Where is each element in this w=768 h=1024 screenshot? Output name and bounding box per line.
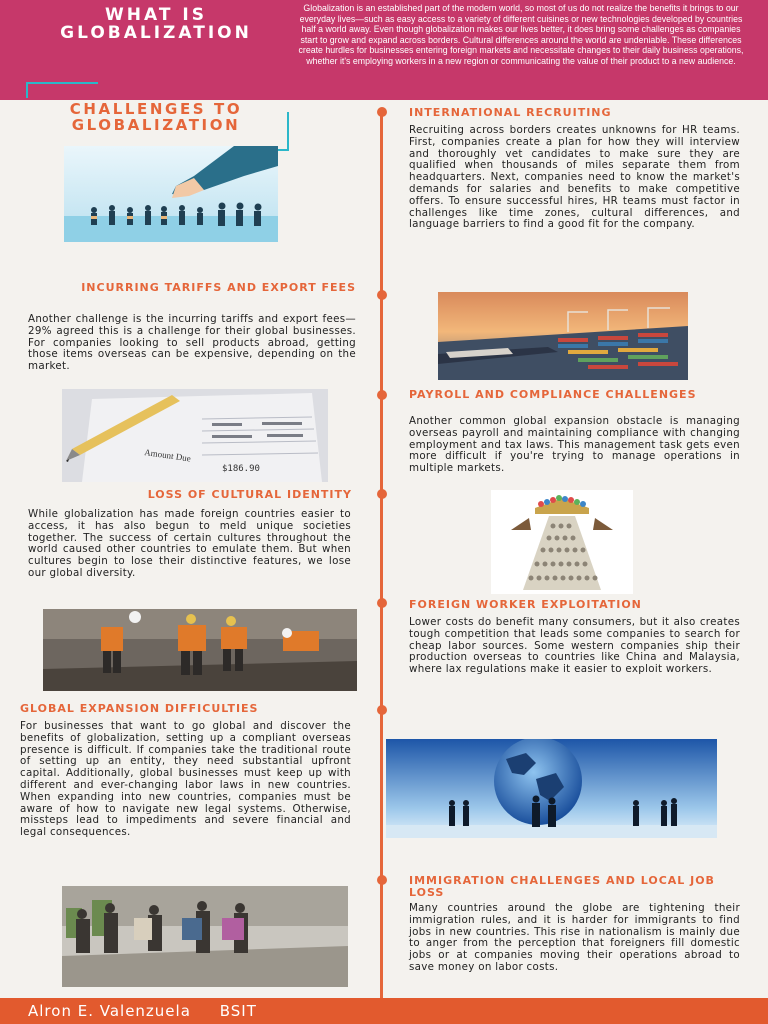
cyan-accent-vertical-right	[287, 112, 289, 150]
timeline-dot	[377, 489, 387, 499]
page-title	[22, 6, 290, 42]
cyan-accent-vertical-left	[26, 82, 28, 98]
main-title	[26, 101, 286, 133]
body-international-recruiting: Recruiting across borders creates unknowns for HR teams. First, companies create a plan for how they will interview and thoroughly vet candidates to make sure they are qualified when thousands of miles separate them from headquarters. Next, companies need to know the market's demands for salaries and benefits to make competitive offers. To ensure successful hires, HR teams must factor in challenges like time zones, cultural differences, and language barriers to find a good fit for the company.	[409, 124, 740, 231]
timeline-dot	[377, 390, 387, 400]
header-banner	[0, 0, 768, 100]
timeline-dot	[377, 290, 387, 300]
timeline-dot	[377, 598, 387, 608]
body-payroll: Another common global expansion obstacle is managing overseas payroll and maintaining compliance with changing employment and tax laws. This management task gets even more difficult if you're trying to manage operations in multiple markets.	[409, 415, 740, 475]
heading-cultural-identity: LOSS OF CULTURAL IDENTITY	[147, 488, 352, 501]
heading-international-recruiting: INTERNATIONAL RECRUITING	[409, 106, 612, 119]
heading-worker-exploitation: FOREIGN WORKER EXPLOITATION	[409, 598, 642, 611]
intro-paragraph: Globalization is an established part of the modern world, so most of us do not realize the benefits it brings to our everyday lives—such as easy access to a variety of different cuisines or new technologies developed by countries half a world away. Even though globalization makes our lives better, it does bring some challenges as companies start to grow and expand across borders. Cultural differences around the world are undeniable. These differences create hurdles for businesses entering foreign markets and necessitate changes to their daily business operations, whether it's employing workers in a new region or communicating the value of their product to a new audience.	[298, 3, 744, 66]
author-course: BSIT	[219, 1002, 257, 1020]
page-title-line2: GLOBALIZATION	[60, 23, 252, 43]
heading-immigration: IMMIGRATION CHALLENGES AND LOCAL JOB LOSS	[409, 874, 715, 899]
author-credit	[28, 1002, 257, 1020]
main-title-line2: GLOBALIZATION	[71, 116, 241, 134]
main-title-line1: CHALLENGES TO	[69, 100, 243, 118]
timeline-line	[380, 108, 383, 998]
cultural-crowd-image	[491, 490, 633, 594]
page-title-line1: WHAT IS	[105, 5, 207, 25]
author-name: Alron E. Valenzuela	[28, 1002, 191, 1020]
construction-workers-image	[43, 609, 357, 691]
body-cultural-identity: While globalization has made foreign countries easier to access, it has also begun to meld unique societies together. The success of certain cultures throughout the world caused other countries to emulate them. But when cultures begin to lose their distinctive features, we lose our global diversity.	[28, 508, 351, 579]
timeline-dot	[377, 875, 387, 885]
heading-tariffs: INCURRING TARIFFS AND EXPORT FEES	[81, 281, 356, 294]
body-tariffs: Another challenge is the incurring tariffs and export fees—29% agreed this is a challenge for their global businesses. For companies looking to sell products abroad, getting those items overseas can be expensive, depending on the market.	[28, 313, 356, 373]
amount-due-label: Amount Due	[143, 447, 192, 464]
migrants-walking-image	[62, 886, 348, 987]
globe-business-image	[386, 739, 717, 838]
heading-payroll: PAYROLL AND COMPLIANCE CHALLENGES	[409, 388, 697, 401]
timeline-dot	[377, 107, 387, 117]
body-global-expansion: For businesses that want to go global and discover the benefits of globalization, setting up a compliant overseas presence is difficult. If companies take the traditional route of setting up an entity, they need substantial upfront capital. Additionally, global businesses must keep up with different and ever-changing labor laws in new countries. When expanding into new countries, companies must be aware of how to navigate new legal systems. Otherwise, missteps lead to impediments and severe financial and legal consequences.	[20, 720, 351, 839]
invoice-pen-image	[62, 389, 328, 482]
heading-global-expansion: GLOBAL EXPANSION DIFFICULTIES	[20, 702, 259, 715]
amount-due-value: $186.90	[222, 464, 260, 474]
shipping-port-image	[438, 292, 688, 380]
body-immigration: Many countries around the globe are tightening their immigration rules, and it is harder for immigrants to find jobs in new countries. This rise in nationalism is mainly due to anger from the perception that foreigners fill domestic jobs or at companies moving their operations abroad to save money on labor costs.	[409, 902, 740, 973]
body-worker-exploitation: Lower costs do benefit many consumers, but it also creates tough competition that leads some companies to search for cheap labor sources. Some western companies ship their production overseas to countries like China and Malaysia, where lax regulations make it easier to exploit workers.	[409, 616, 740, 676]
footer-bar	[0, 998, 768, 1024]
business-people-hand-image	[64, 146, 278, 242]
cyan-accent-horizontal-top	[26, 82, 98, 84]
timeline-dot	[377, 705, 387, 715]
